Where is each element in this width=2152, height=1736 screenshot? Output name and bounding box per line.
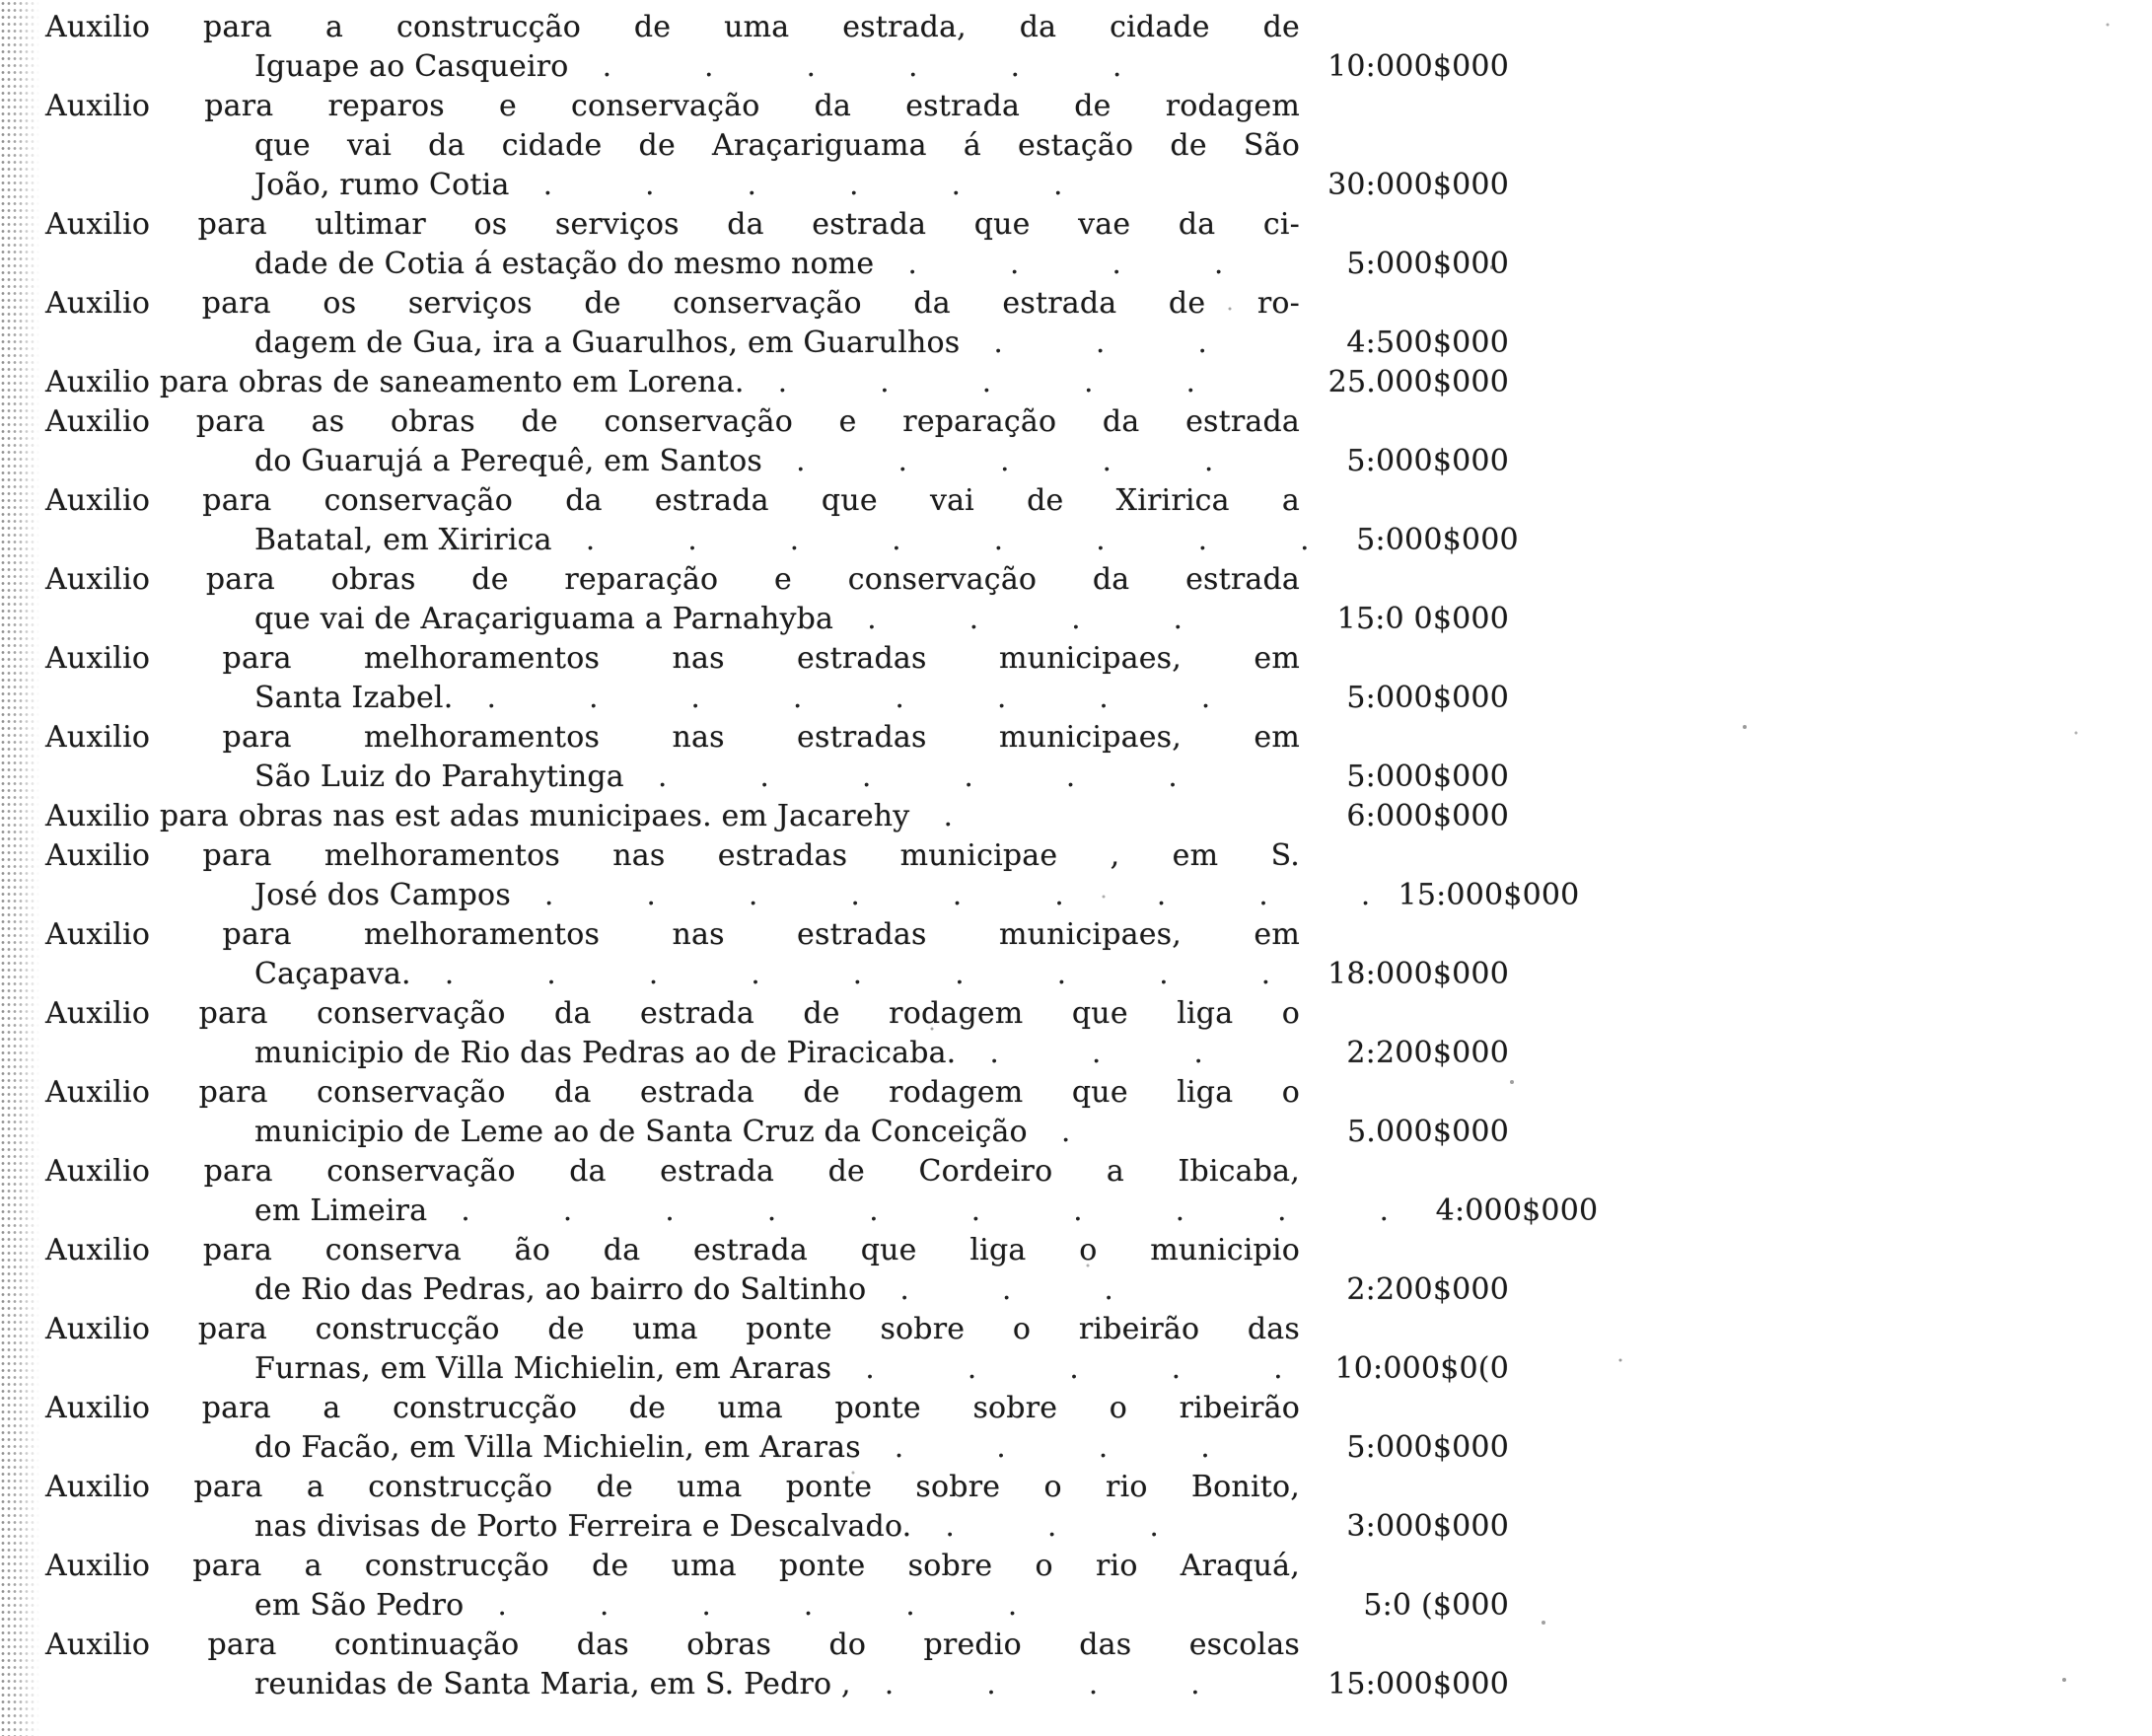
- entry-text: do Guarujá a Perequê, em Santos: [254, 444, 763, 478]
- entry-text: Furnas, em Villa Michielin, em Araras: [254, 1351, 832, 1386]
- budget-entry: [45, 560, 2126, 639]
- entry-line: [45, 1310, 2126, 1349]
- entry-line: [45, 876, 2126, 915]
- amount-value: 5.000$000: [1346, 1115, 1509, 1149]
- amount-value: 5:000$000: [1346, 760, 1509, 794]
- entry-line: [45, 1507, 2126, 1547]
- entry-line: [45, 994, 2126, 1034]
- entry-line: [45, 8, 2126, 47]
- amount-value: [1300, 1310, 1509, 1349]
- entry-text: Santa Izabel.: [254, 681, 454, 715]
- amount-value: [1300, 8, 1509, 47]
- entry-text: municipio de Leme ao de Santa Cruz da Conceição: [254, 1115, 1028, 1149]
- dot-leader: . . . . . .: [497, 1588, 1018, 1623]
- budget-entry: [45, 1389, 2126, 1468]
- entry-text: que vai da cidade de Araçariguama á estação de São: [254, 128, 1300, 163]
- entry-line: [45, 1270, 2126, 1310]
- dot-leader: . . .: [993, 326, 1208, 360]
- budget-entry: [45, 1468, 2126, 1547]
- amount-value: 10:000$0(0: [1334, 1351, 1509, 1386]
- entry-line: [45, 600, 2126, 639]
- entry-line: [45, 205, 2126, 245]
- dot-leader: . . . . . .: [542, 168, 1063, 202]
- amount-value: 25.000$000: [1327, 365, 1509, 399]
- entry-line: [45, 126, 2126, 166]
- amount-value: [1300, 639, 1509, 679]
- dot-leader: . . .: [989, 1036, 1204, 1070]
- entry-line: [45, 639, 2126, 679]
- entry-line: [45, 915, 2126, 955]
- entry-line: [45, 718, 2126, 758]
- amount-value: [1300, 205, 1509, 245]
- entry-text: Auxilio para conserva ão da estrada que liga o municipio: [45, 1233, 1300, 1267]
- entry-text: Auxilio para continuação das obras do predio das escolas: [45, 1628, 1300, 1662]
- entry-text: Auxilio para conservação da estrada de rodagem que liga o: [45, 996, 1300, 1031]
- dot-leader: . . . .: [894, 1430, 1210, 1465]
- entry-line: [45, 1231, 2126, 1270]
- amount-value: 2:200$000: [1346, 1036, 1509, 1070]
- entry-text: Auxilio para obras nas est adas municipaes. em Jacarehy: [45, 799, 910, 833]
- entry-line: [45, 1468, 2126, 1507]
- entry-text: Auxilio para os serviços de conservação da estrada de ro-: [45, 286, 1300, 321]
- entry-text: Auxilio para melhoramentos nas estradas municipaes, em: [45, 720, 1300, 755]
- entry-text: Auxilio para a construcção de uma ponte sobre o rio Araquá,: [45, 1549, 1300, 1583]
- amount-value: 15:000$000: [1327, 1667, 1509, 1701]
- entry-text: de Rio das Pedras, ao bairro do Saltinho: [254, 1272, 867, 1307]
- entry-line: [45, 87, 2126, 126]
- amount-value: 4:000$000: [1435, 1194, 1599, 1228]
- amount-value: 2:200$000: [1346, 1272, 1509, 1307]
- budget-entry: [45, 915, 2126, 994]
- amount-value: [1300, 718, 1509, 758]
- entry-line: [45, 1547, 2126, 1586]
- amount-value: 4:500$000: [1346, 326, 1509, 360]
- amount-value: 5:000$000: [1346, 247, 1509, 281]
- budget-entry: [45, 87, 2126, 205]
- dot-leader: .: [1060, 1115, 1071, 1149]
- budget-entry: [45, 639, 2126, 718]
- entry-line: [45, 758, 2126, 797]
- entry-line: [45, 442, 2126, 481]
- entry-line: [45, 1034, 2126, 1073]
- entry-line: [45, 402, 2126, 442]
- entry-line: [45, 1349, 2126, 1389]
- entry-line: [45, 245, 2126, 284]
- entry-line: [45, 284, 2126, 324]
- amount-value: [1300, 87, 1509, 126]
- entry-line: [45, 1586, 2126, 1626]
- amount-value: 5:0 ($000: [1363, 1588, 1509, 1623]
- entry-line: [45, 1389, 2126, 1428]
- entry-text: municipio de Rio das Pedras ao de Piracicaba.: [254, 1036, 957, 1070]
- entry-text: Auxilio para conservação da estrada de Cordeiro a Ibicaba,: [45, 1154, 1300, 1189]
- entry-text: Auxilio para ultimar os serviços da estrada que vae da ci-: [45, 207, 1300, 242]
- amount-value: 5:000$000: [1346, 681, 1509, 715]
- amount-value: 6:000$000: [1346, 799, 1509, 833]
- amount-value: [1300, 1547, 1509, 1586]
- entry-text: Auxilio para conservação da estrada que vai de Xiririca a: [45, 483, 1300, 518]
- amount-value: 18:000$000: [1327, 957, 1509, 991]
- entry-line: [45, 1665, 2126, 1704]
- entry-text: Auxilio para melhoramentos nas estradas municipaes, em: [45, 641, 1300, 676]
- budget-entry: [45, 1626, 2126, 1704]
- entry-line: [45, 521, 2126, 560]
- dot-leader: . . . .: [867, 602, 1184, 636]
- entry-text: Batatal, em Xiririca: [254, 523, 552, 557]
- entry-text: nas divisas de Porto Ferreira e Descalvado.: [254, 1509, 912, 1544]
- amount-value: [1300, 481, 1509, 521]
- entry-line: [45, 1626, 2126, 1665]
- dot-leader: . . . . . . . .: [486, 681, 1211, 715]
- entry-text: Auxilio para reparos e conservação da estrada de rodagem: [45, 89, 1300, 123]
- amount-value: 10:000$000: [1327, 49, 1509, 84]
- amount-value: 5:000$000: [1356, 523, 1519, 557]
- entry-line: [45, 1073, 2126, 1113]
- dot-leader: .: [943, 799, 954, 833]
- entry-text: reunidas de Santa Maria, em S. Pedro ,: [254, 1667, 851, 1701]
- budget-entry: [45, 8, 2126, 87]
- entry-line: [45, 166, 2126, 205]
- dot-leader: . . . .: [907, 247, 1224, 281]
- budget-entry: [45, 481, 2126, 560]
- amount-value: [1300, 836, 1509, 876]
- dot-leader: . . .: [945, 1509, 1160, 1544]
- entry-text: em São Pedro: [254, 1588, 465, 1623]
- dot-leader: . . . . . . . . . .: [461, 1194, 1390, 1228]
- dot-leader: . . . .: [884, 1667, 1200, 1701]
- entry-text: João, rumo Cotia: [254, 168, 510, 202]
- dot-leader: . . .: [899, 1272, 1114, 1307]
- dot-leader: . . . . . .: [602, 49, 1122, 84]
- amount-value: 5:000$000: [1346, 1430, 1509, 1465]
- amount-value: 30:000$000: [1327, 168, 1509, 202]
- entry-text: Auxilio para a construcção de uma estrada, da cidade de: [45, 10, 1300, 44]
- amount-value: [1300, 284, 1509, 324]
- dot-leader: . . . . .: [865, 1351, 1283, 1386]
- dot-leader: . . . . .: [796, 444, 1214, 478]
- entry-text: Auxilio para a construcção de uma ponte sobre o rio Bonito,: [45, 1470, 1300, 1504]
- entry-text: José dos Campos: [254, 878, 511, 912]
- entry-line: [45, 836, 2126, 876]
- entry-line: [45, 1152, 2126, 1192]
- entry-line: [45, 797, 2126, 836]
- budget-entry: [45, 1231, 2126, 1310]
- entry-text: Auxilio para as obras de conservação e reparação da estrada: [45, 404, 1300, 439]
- budget-entry: [45, 994, 2126, 1073]
- budget-entry: [45, 402, 2126, 481]
- amount-value: 15:000$000: [1398, 878, 1580, 912]
- entry-text: dade de Cotia á estação do mesmo nome: [254, 247, 875, 281]
- amount-value: [1300, 915, 1509, 955]
- dot-leader: . . . . . . . .: [585, 523, 1310, 557]
- entry-text: Caçapava.: [254, 957, 411, 991]
- entry-line: [45, 560, 2126, 600]
- amount-value: [1300, 1389, 1509, 1428]
- budget-entry: [45, 718, 2126, 797]
- entry-line: [45, 1113, 2126, 1152]
- amount-value: [1300, 1231, 1509, 1270]
- entry-text: Auxilio para melhoramentos nas estradas municipae , em S.: [45, 838, 1300, 873]
- amount-value: [1300, 126, 1509, 166]
- entry-line: [45, 363, 2126, 402]
- scan-speckles: [0, 0, 2, 2]
- entry-line: [45, 1428, 2126, 1468]
- budget-entry: [45, 1547, 2126, 1626]
- budget-entry: [45, 363, 2126, 402]
- budget-entry: [45, 1310, 2126, 1389]
- entry-text: do Facão, em Villa Michielin, em Araras: [254, 1430, 861, 1465]
- entry-line: [45, 481, 2126, 521]
- entry-text: Auxilio para conservação da estrada de rodagem que liga o: [45, 1075, 1300, 1110]
- dot-leader: . . . . . . . . .: [444, 957, 1271, 991]
- amount-value: 15:0 0$000: [1336, 602, 1509, 636]
- budget-entry: [45, 836, 2126, 915]
- entry-line: [45, 1192, 2126, 1231]
- entry-text: Auxilio para a construcção de uma ponte sobre o ribeirão: [45, 1391, 1300, 1425]
- entry-line: [45, 47, 2126, 87]
- budget-entry: [45, 205, 2126, 284]
- amount-value: [1300, 1152, 1509, 1192]
- dot-leader: . . . . . . . . .: [543, 878, 1371, 912]
- document-page: [45, 8, 2126, 1704]
- scan-noise-band: [0, 0, 39, 1736]
- amount-value: [1300, 1073, 1509, 1113]
- entry-text: em Limeira: [254, 1194, 428, 1228]
- entry-line: [45, 679, 2126, 718]
- dot-leader: . . . . . .: [657, 760, 1179, 794]
- entry-text: Iguape ao Casqueiro: [254, 49, 569, 84]
- entry-text: Auxilio para melhoramentos nas estradas municipaes, em: [45, 917, 1300, 952]
- entry-line: [45, 955, 2126, 994]
- amount-value: [1300, 994, 1509, 1034]
- entry-text: Auxilio para obras de saneamento em Lorena.: [45, 365, 745, 399]
- amount-value: [1300, 402, 1509, 442]
- budget-entry: [45, 797, 2126, 836]
- entry-text: Auxilio para construcção de uma ponte sobre o ribeirão das: [45, 1312, 1300, 1346]
- amount-value: [1300, 560, 1509, 600]
- amount-value: [1300, 1626, 1509, 1665]
- amount-value: 3:000$000: [1346, 1509, 1509, 1544]
- entry-text: que vai de Araçariguama a Parnahyba: [254, 602, 834, 636]
- entry-text: Auxilio para obras de reparação e conservação da estrada: [45, 562, 1300, 597]
- amount-value: [1300, 1468, 1509, 1507]
- dot-leader: . . . . .: [777, 365, 1196, 399]
- entry-text: dagem de Gua, ira a Guarulhos, em Guarulhos: [254, 326, 961, 360]
- budget-entry: [45, 1152, 2126, 1231]
- entry-line: [45, 324, 2126, 363]
- budget-entry: [45, 1073, 2126, 1152]
- budget-entry: [45, 284, 2126, 363]
- amount-value: 5:000$000: [1346, 444, 1509, 478]
- entry-text: São Luiz do Parahytinga: [254, 760, 624, 794]
